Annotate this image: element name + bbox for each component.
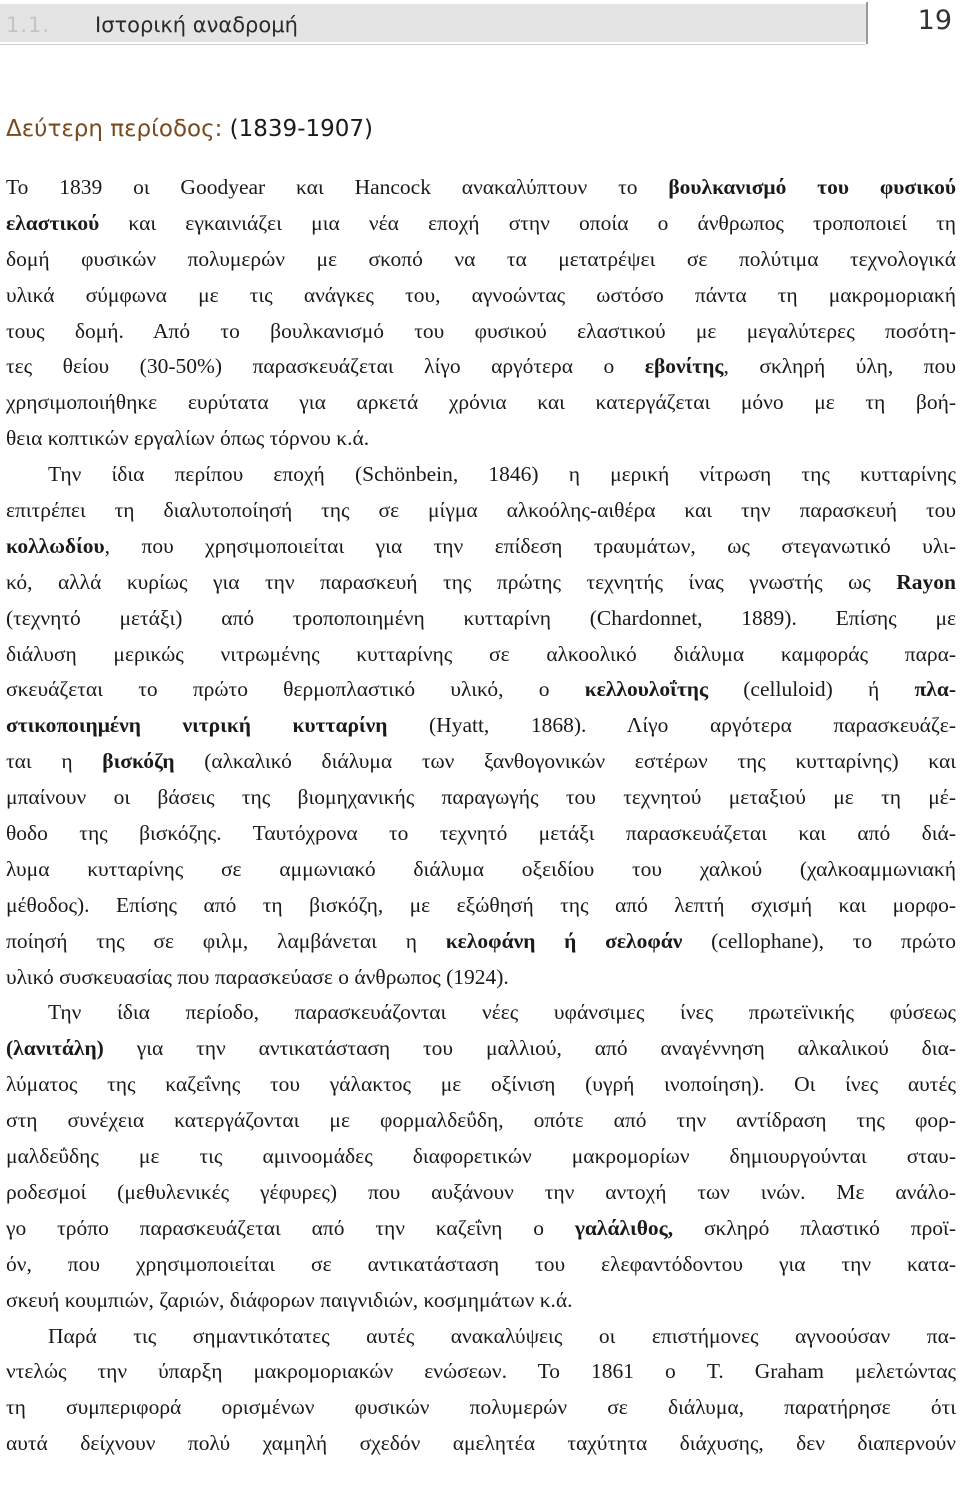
header-divider [0,44,866,45]
page-number: 19 [917,5,952,36]
bold-term: ελαστικού [6,210,100,235]
text-line [6,924,956,960]
text-run: υλικό συσκευασίας που παρασκεύασε ο άνθρωπος (1924). [6,964,509,989]
text-line [6,601,956,637]
text-line [6,995,956,1031]
bold-term: κολλωδίου [6,533,105,558]
text-line [6,1283,956,1319]
text-run: Την ίδια περίπου εποχή (Schönbein, 1846) η μερική νίτρωση της κυτταρίνης [48,462,956,487]
text-run: ποίησή της σε φιλμ, λαμβάνεται η [6,928,446,953]
text-line [6,565,956,601]
text-line [6,1211,956,1247]
text-line [6,744,956,780]
text-line [6,637,956,673]
bold-term: κελοφάνη ή σελοφάν [445,928,683,953]
section-title: Ιστορική αναδρομή [95,13,298,37]
text-line [6,493,956,529]
bold-term: πλα- [914,677,957,702]
text-run: θεια κοπτικών εργαλίων όπως τόρνου κ.ά. [6,426,370,451]
text-line [6,170,956,206]
text-run: αυτά δείχνουν πολύ χαμηλή σχεδόν αμελητέα ταχύτητα διάχυσης, δεν διαπερνούν [6,1431,956,1456]
text-run: Την ίδια περίοδο, παρασκευάζονται νέες υφάνσιμες ίνες πρωτεϊνικής φύσεως [48,1000,956,1025]
text-run: όν, που χρησιμοποιείται σε αντικατάσταση του ελεφαντόδοντου για την κατα- [6,1251,956,1276]
text-run: , σκληρή ύλη, που [723,354,956,379]
bold-term: στικοποιημένη νιτρική κυτταρίνη [6,713,388,738]
text-run: λύματος της καζεΐνης του γάλακτος με οξίνιση (υγρή ινοποίηση). Οι ίνες αυτές [6,1072,956,1097]
text-line [6,529,956,565]
bold-term: Rayon [896,569,956,594]
text-run: μέθοδος). Επίσης από τη βισκόζη, με εξώθησή της από λεπτή σχισμή και μορφο- [6,892,956,917]
bold-term: βισκόζη [102,749,175,774]
header-vertical-divider [866,2,868,44]
text-line [6,672,956,708]
text-line [6,1067,956,1103]
text-run: θοδο της βισκόζης. Ταυτόχρονα το τεχνητό μετάξι παρασκευάζεται και από διά- [6,821,956,846]
text-run: τους δομή. Από το βουλκανισμό του φυσικού ελαστικού με μεγαλύτερες ποσότη- [6,318,956,343]
text-run: Το 1839 οι Goodyear και Hancock ανακαλύπτουν το [6,175,669,199]
text-run: δομή φυσικών πολυμερών με σκοπό να τα μετατρέψει σε πολύτιμα τεχνολογικά [6,246,956,271]
text-line [6,1354,956,1390]
text-line [6,708,956,744]
heading-label: Δεύτερη περίοδος: [6,116,223,142]
bold-term: εβονίτης [644,354,724,379]
text-run: στη συνέχεια κατεργάζονται με φορμαλδεΰδη, οπότε από την αντίδραση της φορ- [6,1108,956,1133]
text-run: κό, αλλά κυρίως για την παρασκευή της πρώτης τεχνητής ίνας γνωστής ως [6,569,897,594]
text-line [6,1390,956,1426]
text-line [6,242,956,278]
page-header [0,0,960,46]
text-line [6,780,956,816]
text-line [6,1175,956,1211]
bold-term: (λανιτάλη) [6,1036,104,1061]
heading-dates: (1839-1907) [222,116,373,142]
text-run: υλικά σύμφωνα με τις ανάγκες του, αγνοώντας ωστόσο πάντα τη μακρομοριακή [6,282,956,307]
text-run: ντελώς την ύπαρξη μακρομοριακών ενώσεων. Το 1861 ο T. Graham μελετώντας [6,1359,956,1384]
text-run: (cellophane), το πρώτο [682,928,957,953]
text-run: μαλδεΰδης με τις αμινοομάδες διαφορετικών μακρομορίων δημιουργούνται σταυ- [6,1144,956,1169]
text-line [6,421,956,457]
text-run: , που χρησιμοποιείται για την επίδεση τραυμάτων, ως στεγανωτικό υλι- [104,533,956,558]
text-line [6,206,956,242]
body-text [6,170,956,1462]
text-run: μπαίνουν οι βάσεις της βιομηχανικής παραγωγής του τεχνητού μεταξιού με τη μέ- [6,785,956,810]
text-run: ροδεσμοί (μεθυλενικές γέφυρες) που αυξάνουν την αντοχή των ινών. Με ανάλο- [6,1179,956,1204]
section-number: 1.1. [6,13,51,37]
text-line [6,1139,956,1175]
text-line [6,349,956,385]
text-run: (Hyatt, 1868). Λίγο αργότερα παρασκευάζε- [387,713,956,738]
text-run: ται η [6,749,103,774]
text-run: τη συμπεριφορά ορισμένων φυσικών πολυμερών σε διάλυμα, παρατήρησε ότι [6,1395,956,1420]
text-run: Παρά τις σημαντικότατες αυτές ανακαλύψεις οι επιστήμονες αγνοούσαν πα- [48,1323,956,1348]
text-line [6,960,956,996]
text-run: τες θείου (30-50%) παρασκευάζεται λίγο αργότερα ο [6,354,645,379]
text-line [6,278,956,314]
text-line [6,1247,956,1283]
text-line [6,1319,956,1355]
text-run: διάλυση μερικώς νιτρωμένης κυτταρίνης σε αλκοολικό διάλυμα καμφοράς παρα- [6,641,956,666]
text-run: επιτρέπει τη διαλυτοποίησή της σε μίγμα αλκοόλης-αιθέρα και την παρασκευή του [6,498,956,523]
text-line [6,1103,956,1139]
text-line [6,852,956,888]
bold-term: κελλουλοΐτης [584,677,709,702]
text-line [6,385,956,421]
text-line [6,1031,956,1067]
text-run: για την αντικατάσταση του μαλλιού, από αναγέννηση αλκαλικού δια- [103,1036,956,1061]
text-run: λυμα κυτταρίνης σε αμμωνιακό διάλυμα οξειδίου του χαλκού (χαλκοαμμωνιακή [6,856,956,881]
text-line [6,314,956,350]
text-run: (αλκαλικό διάλυμα των ξανθογονικών εστέρων της κυτταρίνης) και [174,749,956,774]
text-run: σκληρό πλαστικό προϊ- [673,1215,956,1240]
text-run: (τεχνητό μετάξι) από τροποποιημένη κυτταρίνη (Chardonnet, 1889). Επίσης με [6,605,956,630]
text-line [6,888,956,924]
text-run: και εγκαινιάζει μια νέα εποχή στην οποία ο άνθρωπος τροποποιεί τη [99,210,956,235]
text-line [6,457,956,493]
text-line [6,816,956,852]
bold-term: γαλάλιθος, [574,1215,674,1240]
text-run: σκευή κουμπιών, ζαριών, διάφορων παιγνιδιών, κοσμημάτων κ.ά. [6,1287,573,1312]
text-run: χρησιμοποιήθηκε ευρύτατα για αρκετά χρόνια και κατεργάζεται μόνο με τη βοή- [6,390,956,415]
text-run: σκευάζεται το πρώτο θερμοπλαστικό υλικό, ο [6,677,585,702]
text-run: γο τρόπο παρασκευάζεται από την καζεΐνη ο [6,1215,575,1240]
bold-term: βουλκανισμό του φυσικού [668,175,956,199]
subsection-heading [6,116,373,142]
text-line [6,1426,956,1462]
text-run: (celluloid) ή [708,677,915,702]
